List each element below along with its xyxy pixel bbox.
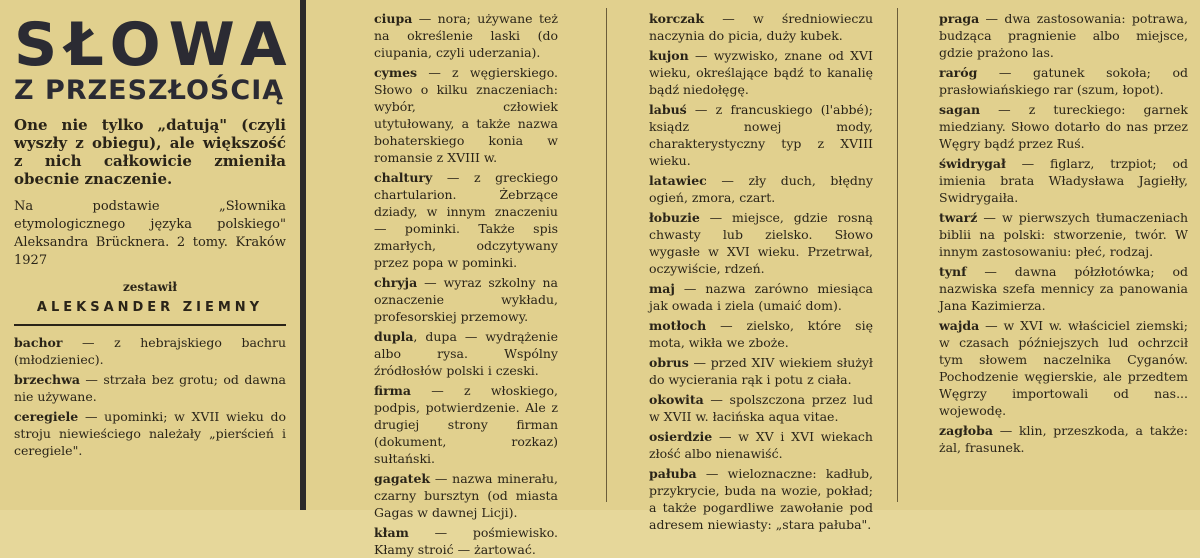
entry-text: — nora; używane też na określenie laski (do ciupania, czyli uderzania). bbox=[374, 11, 558, 60]
entry-gagatek bbox=[354, 470, 558, 521]
right-clipping bbox=[306, 0, 1200, 557]
entry-text: — dawna półzłotówka; od nazwiska szefa mennicy za panowania Jana Kazimierza. bbox=[939, 264, 1188, 313]
subheadline: Z PRZESZŁOŚCIĄ bbox=[14, 75, 285, 106]
entry-headword: motłoch bbox=[649, 318, 707, 333]
entry-text: — gatunek sokoła; od prasłowiańskiego rar (szum, łopot). bbox=[939, 65, 1188, 97]
entry-text: — w XVI w. właściciel ziemski; w czasach późniejszych lud ochrzcił tym słowem naczelnika Cyganów. Pochodzenie węgierskie, ale przedtem Węgrzy importowali od nas... wojewodę. bbox=[939, 318, 1188, 418]
entry-okowita bbox=[629, 391, 873, 425]
entry-latawiec bbox=[629, 172, 873, 206]
entry-osierdzie bbox=[629, 428, 873, 462]
entry-labus bbox=[629, 101, 873, 169]
entry-headword: raróg bbox=[939, 65, 978, 80]
entry-headword: korczak bbox=[649, 11, 705, 26]
entry-text: — wyzwisko, znane od XVI wieku, określające bądź to kanalię bądź niedołęgę. bbox=[649, 48, 873, 97]
entry-chaltury bbox=[354, 169, 558, 271]
entry-headword: osierdzie bbox=[649, 429, 713, 444]
entry-headword: kłam bbox=[374, 525, 409, 540]
entry-text: — z węgierskiego. Słowo o kilku znaczeniach: wybór, człowiek utytułowany, a także nazwa bohaterskiego konia w romansie z XVIII w. bbox=[374, 65, 558, 165]
entry-text: — z francuskiego (l'abbé); ksiądz nowej mody, charakterystyczny typ z XVIII wieku. bbox=[649, 102, 873, 168]
entry-text: — w XV i XVI wiekach złość albo nienawiść. bbox=[649, 429, 873, 461]
entry-firma bbox=[354, 382, 558, 467]
entry-text: — przed XIV wiekiem służył do wycierania rąk i potu z ciała. bbox=[649, 355, 873, 387]
entry-lobuzie bbox=[629, 209, 873, 277]
entry-text: — figlarz, trzpiot; od imienia brata Władysława Jagiełły, Swidrygaiła. bbox=[939, 156, 1188, 205]
author-name: ALEKSANDER ZIEMNY bbox=[36, 300, 264, 315]
entry-text: — upominki; w XVII wieku do stroju niewieściego należały „pierścień i ceregiele". bbox=[14, 409, 286, 458]
entry-text: — w pierwszych tłumaczeniach biblii na polski: stworzenie, twór. W innym zastosowaniu: płeć, rodzaj. bbox=[939, 210, 1188, 259]
entry-rarog bbox=[919, 64, 1188, 98]
entry-headword: ciupa bbox=[374, 11, 413, 26]
entry-chryja bbox=[354, 274, 558, 325]
source-note: Na podstawie „Słownika etymologicznego języka polskiego" Aleksandra Brücknera. 2 tomy. Kraków 1927 bbox=[14, 199, 286, 268]
headline: SŁOWA bbox=[14, 10, 295, 80]
entry-headword: chaltury bbox=[374, 170, 433, 185]
entry-text: — nazwa zarówno miesiąca jak owada i ziela (umaić dom). bbox=[649, 281, 873, 313]
entry-text: — miejsce, gdzie rosną chwasty lub zielsko. Słowo wygasłe w XVI wieku. Przetrwał, oczywiście, rdzeń. bbox=[649, 210, 873, 276]
entry-text: — zły duch, błędny ogień, zmora, czart. bbox=[649, 173, 873, 205]
entry-kujon bbox=[629, 47, 873, 98]
entry-text: — z hebrajskiego bachru (młodzieniec). bbox=[14, 335, 286, 367]
entry-praga bbox=[919, 10, 1188, 61]
entry-brzechwa bbox=[14, 371, 286, 405]
entry-korczak bbox=[629, 10, 873, 44]
entry-text: , dupa — wydrążenie albo rysa. Wspólny źródłosłów polski i czeski. bbox=[374, 329, 558, 378]
entry-headword: twarź bbox=[939, 210, 978, 225]
entry-headword: firma bbox=[374, 383, 411, 398]
entry-headword: praga bbox=[939, 11, 980, 26]
column-1 bbox=[346, 10, 566, 557]
entry-headword: chryja bbox=[374, 275, 418, 290]
entry-motloch bbox=[629, 317, 873, 351]
entry-ceregiele bbox=[14, 408, 286, 459]
entry-headword: brzechwa bbox=[14, 372, 80, 387]
entry-text: — strzała bez grotu; od dawna nie używane. bbox=[14, 372, 286, 404]
entry-headword: bachor bbox=[14, 335, 63, 350]
entry-text: — nazwa minerału, czarny bursztyn (od miasta Gagas w dawnej Licji). bbox=[374, 471, 558, 520]
entry-zagloba bbox=[919, 422, 1188, 456]
lead-paragraph: One nie tylko „datują" (czyli wyszły z obiegu), ale większość z nich całkowicie zmieniła obecnie znaczenie. bbox=[14, 116, 286, 188]
left-clipping bbox=[0, 0, 300, 510]
entry-headword: cymes bbox=[374, 65, 418, 80]
entry-klam bbox=[354, 524, 558, 558]
entry-twarz bbox=[919, 209, 1188, 260]
entry-text: — z włoskiego, podpis, potwierdzenie. Ale z drugiej strony firman (dokument, rozkaz) sułtański. bbox=[374, 383, 558, 466]
entry-headword: tynf bbox=[939, 264, 967, 279]
entry-text: — w średniowieczu naczynia do picia, duży kubek. bbox=[649, 11, 873, 43]
entry-text: — wyraz szkolny na oznaczenie wykładu, profesorskiej przemowy. bbox=[374, 275, 558, 324]
entry-text: — klin, przeszkoda, a także: żal, frasunek. bbox=[939, 423, 1188, 455]
entry-bachor bbox=[14, 334, 286, 368]
entry-headword: wajda bbox=[939, 318, 980, 333]
entry-headword: łobuzie bbox=[649, 210, 700, 225]
entry-headword: zagłoba bbox=[939, 423, 993, 438]
entry-obrus bbox=[629, 354, 873, 388]
compiled-label: zestawił bbox=[122, 280, 178, 294]
entry-headword: okowita bbox=[649, 392, 704, 407]
entry-sagan bbox=[919, 101, 1188, 152]
entry-text: — wieloznaczne: kadłub, przykrycie, buda na wozie, pokład; a także pogardliwe zawołanie pod adresem niewiasty: „stara pałuba". bbox=[649, 466, 873, 532]
entry-headword: kujon bbox=[649, 48, 689, 63]
entry-headword: świdrygał bbox=[939, 156, 1006, 171]
entry-ciupa bbox=[354, 10, 558, 61]
entry-wajda bbox=[919, 317, 1188, 419]
entry-swidrygal bbox=[919, 155, 1188, 206]
column-separator bbox=[897, 8, 898, 502]
entry-dupla bbox=[354, 328, 558, 379]
entry-tynf bbox=[919, 263, 1188, 314]
entry-headword: gagatek bbox=[374, 471, 431, 486]
entry-headword: dupla bbox=[374, 329, 414, 344]
entry-headword: sagan bbox=[939, 102, 981, 117]
entry-headword: latawiec bbox=[649, 173, 707, 188]
entry-headword: labuś bbox=[649, 102, 687, 117]
entry-text: — pośmiewisko. Kłamy stroić — żartować. bbox=[374, 525, 558, 557]
author-rule bbox=[14, 324, 286, 326]
column-3 bbox=[911, 10, 1196, 510]
entry-headword: ceregiele bbox=[14, 409, 79, 424]
entry-text: — z greckiego chartularion. Żebrzące dziady, w innym znaczeniu — pominki. Także spis zmarłych, odczytywany przez popa w pominki. bbox=[374, 170, 558, 270]
entry-paluba bbox=[629, 465, 873, 533]
column-separator bbox=[606, 8, 607, 502]
entry-text: — zielsko, które się mota, wikła we zboże. bbox=[649, 318, 873, 350]
entry-headword: obrus bbox=[649, 355, 689, 370]
entry-text: — spolszczona przez lud w XVII w. łacińska aqua vitae. bbox=[649, 392, 873, 424]
column-2 bbox=[621, 10, 881, 532]
entry-text: — z tureckiego: garnek miedziany. Słowo dotarło do nas przez Węgry bądź przez Ruś. bbox=[939, 102, 1188, 151]
entry-headword: maj bbox=[649, 281, 675, 296]
entry-cymes bbox=[354, 64, 558, 166]
entry-maj bbox=[629, 280, 873, 314]
entry-headword: pałuba bbox=[649, 466, 697, 481]
entry-text: — dwa zastosowania: potrawa, budząca pragnienie albo miejsce, gdzie prażono las. bbox=[939, 11, 1188, 60]
